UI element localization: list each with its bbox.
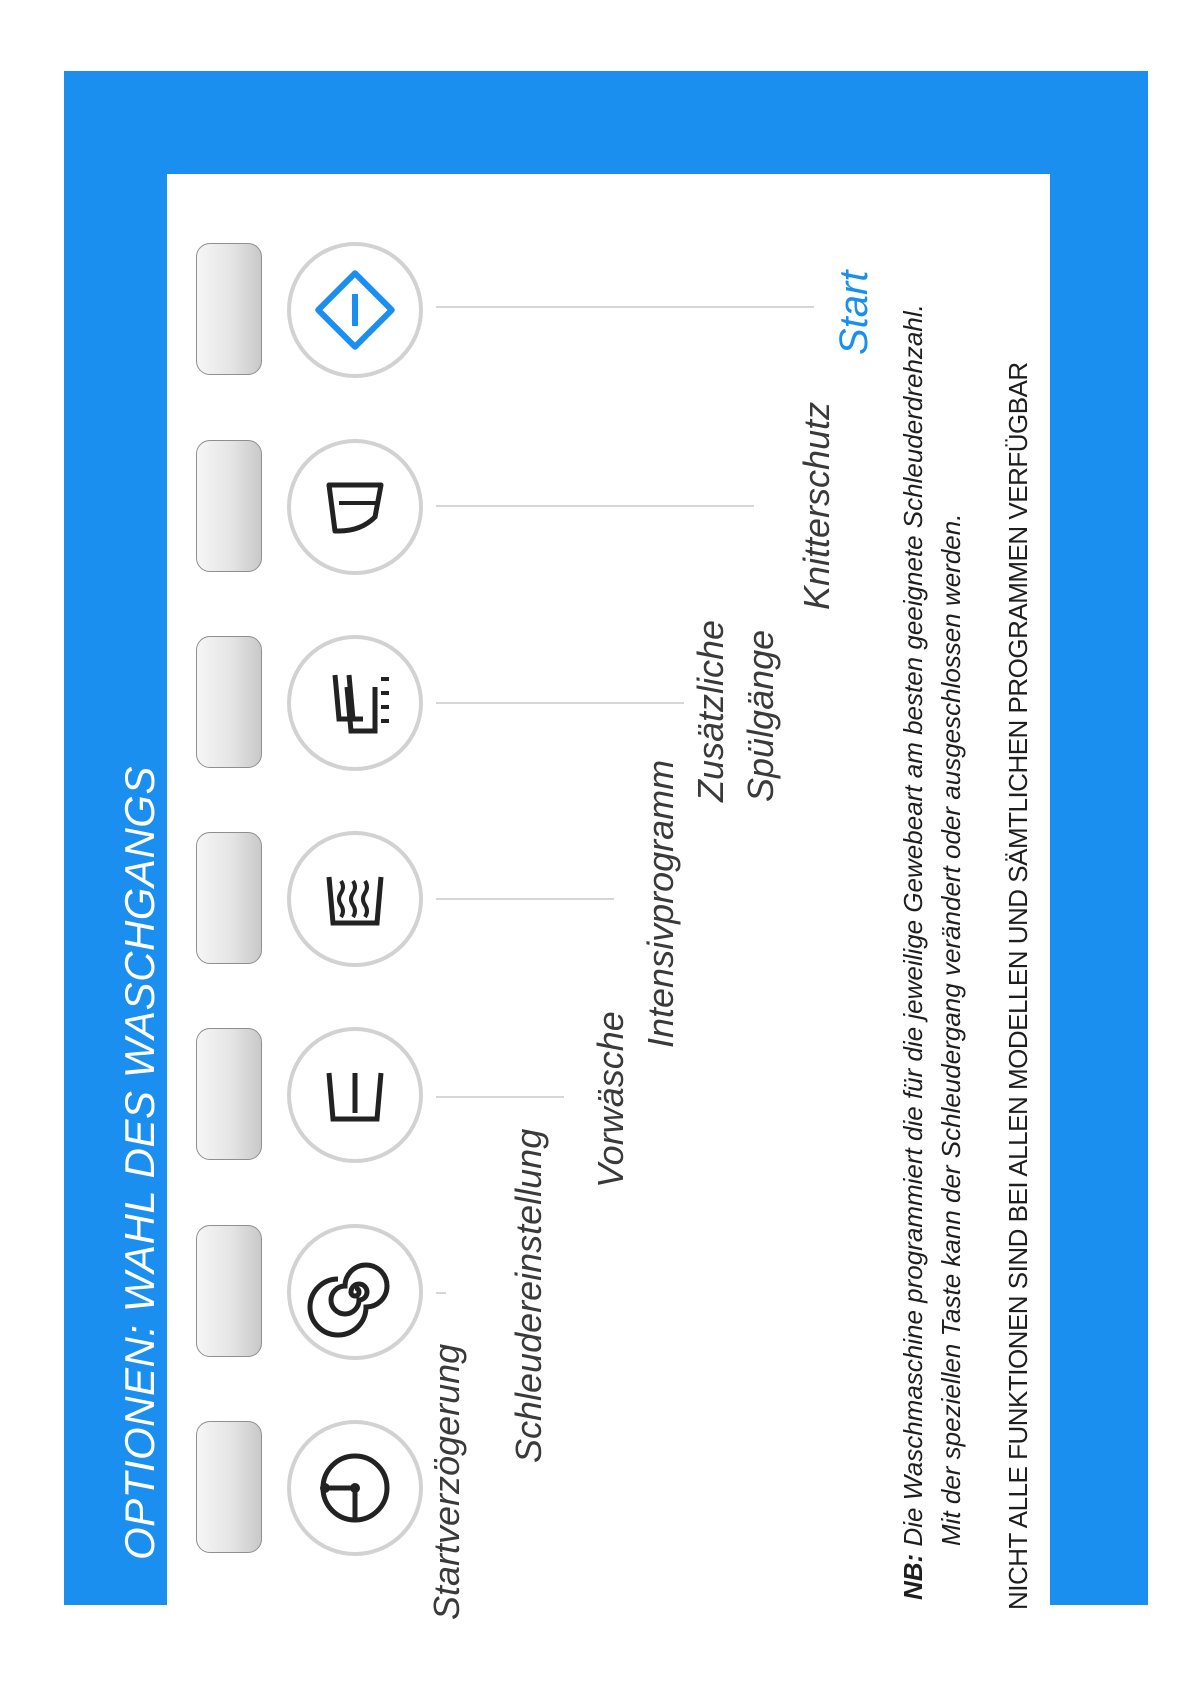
label-extra-rinse-line1: Zusätzliche <box>690 619 731 802</box>
start-button[interactable] <box>196 243 262 375</box>
prewash-button[interactable] <box>196 1028 262 1160</box>
label-start: Start <box>832 270 876 355</box>
rinse-icon <box>287 635 423 771</box>
start-delay-button[interactable] <box>196 1421 262 1553</box>
label-anti-crease: Knitterschutz <box>796 401 837 610</box>
leader-line <box>436 1096 564 1098</box>
leader-line <box>436 505 754 507</box>
note-text-line1: Die Waschmaschine programmiert die für die jeweilige Gewebeart am besten geeignete Schleuderdrehzahl. <box>898 304 928 1554</box>
intensive-tub-wave-icon <box>287 831 423 967</box>
note-prefix: NB: <box>898 1553 928 1600</box>
availability-footer: NICHT ALLE FUNKTIONEN SIND BEI ALLEN MODELLEN UND SÄMTLICHEN PROGRAMMEN VERFÜGBAR <box>1003 362 1033 1610</box>
clock-delay-icon <box>287 1420 423 1556</box>
note-line1 <box>898 304 929 1600</box>
label-intensive: Intensivprogramm <box>640 759 681 1048</box>
start-diamond-icon <box>287 242 423 378</box>
spin-button[interactable] <box>196 1225 262 1357</box>
intensive-button[interactable] <box>196 832 262 964</box>
label-start-delay: Startverzögerung <box>426 1343 467 1620</box>
label-extra-rinse-line2: Spülgänge <box>740 629 781 802</box>
spin-spiral-icon <box>287 1224 423 1360</box>
leader-line <box>436 898 614 900</box>
extra-rinse-button[interactable] <box>196 636 262 768</box>
leader-line <box>436 1292 446 1294</box>
label-spin: Schleudereinstellung <box>508 1128 549 1463</box>
leader-line <box>436 702 684 704</box>
prewash-tub-icon <box>287 1027 423 1163</box>
label-prewash: Vorwäsche <box>590 1011 631 1188</box>
page-title: OPTIONEN: WAHL DES WASCHGANGS <box>116 766 163 1560</box>
iron-icon <box>287 439 423 575</box>
note-line2: Mit der speziellen Taste kann der Schleudergang verändert oder ausgeschlossen werden. <box>936 513 966 1546</box>
anti-crease-button[interactable] <box>196 440 262 572</box>
leader-line <box>436 306 814 308</box>
